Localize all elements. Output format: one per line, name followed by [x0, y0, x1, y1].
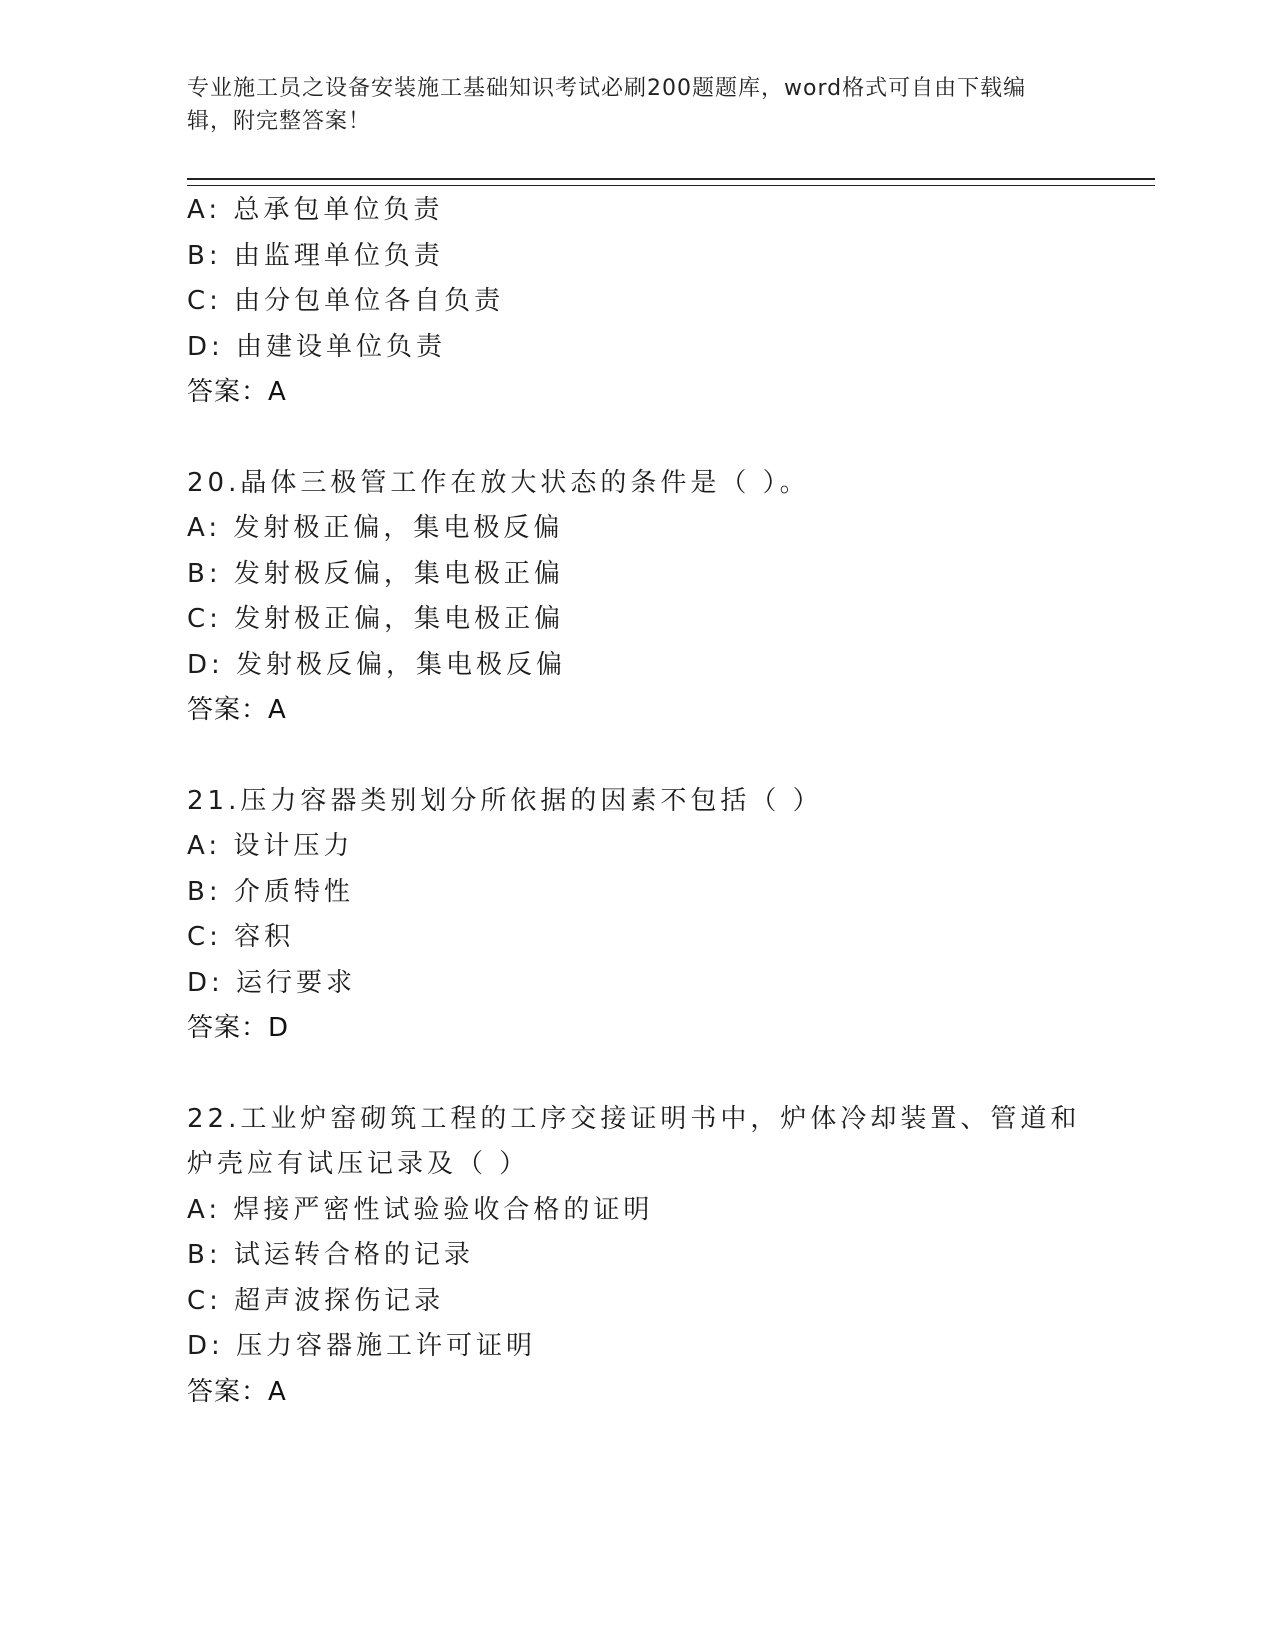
- question-block-22: [187, 1097, 1155, 1416]
- option-c: C: 超声波探伤记录: [187, 1285, 445, 1316]
- spacer: [187, 1052, 1155, 1097]
- question-list: [187, 188, 1155, 1415]
- answer-label: 答案：A: [187, 1376, 287, 1407]
- option-b: B: 由监理单位负责: [187, 240, 444, 271]
- option-a: A: 焊接严密性试验验收合格的证明: [187, 1194, 654, 1225]
- question-block-19: [187, 188, 1155, 416]
- header-divider: [187, 178, 1155, 186]
- option-c: C: 容积: [187, 922, 295, 952]
- option-c: C: 发射极正偏，集电极正偏: [187, 604, 565, 634]
- option-a: A: 总承包单位负责: [187, 195, 444, 225]
- question-block-21: [187, 779, 1155, 1052]
- question-text: 22.工业炉窑砌筑工程的工序交接证明书中，炉体冷却装置、管道和炉壳应有试压记录及（ ）: [187, 1103, 1081, 1179]
- question-block-20: [187, 461, 1155, 734]
- option-b: B: 试运转合格的记录: [187, 1240, 474, 1270]
- option-a: A: 设计压力: [187, 831, 354, 861]
- option-d: D: 由建设单位负责: [187, 331, 447, 362]
- option-a: A: 发射极正偏，集电极反偏: [187, 513, 564, 543]
- option-d: D: 发射极反偏，集电极反偏: [187, 649, 567, 680]
- option-b: B: 发射极反偏，集电极正偏: [187, 558, 564, 589]
- question-text: 20.晶体三极管工作在放大状态的条件是（ ）。: [187, 467, 810, 498]
- answer-label: 答案：A: [187, 377, 287, 407]
- option-d: D: 运行要求: [187, 967, 357, 998]
- option-b: B: 介质特性: [187, 876, 354, 907]
- option-d: D: 压力容器施工许可证明: [187, 1331, 537, 1361]
- spacer: [187, 416, 1155, 461]
- question-text: 21.压力容器类别划分所依据的因素不包括（ ）: [187, 785, 823, 816]
- answer-label: 答案：D: [187, 1013, 290, 1043]
- option-c: C: 由分包单位各自负责: [187, 286, 505, 316]
- answer-label: 答案：A: [187, 695, 287, 725]
- spacer: [187, 734, 1155, 779]
- document-header: 专业施工员之设备安装施工基础知识考试必刷200题题库，word格式可自由下载编辑，附完整答案！: [187, 76, 1027, 134]
